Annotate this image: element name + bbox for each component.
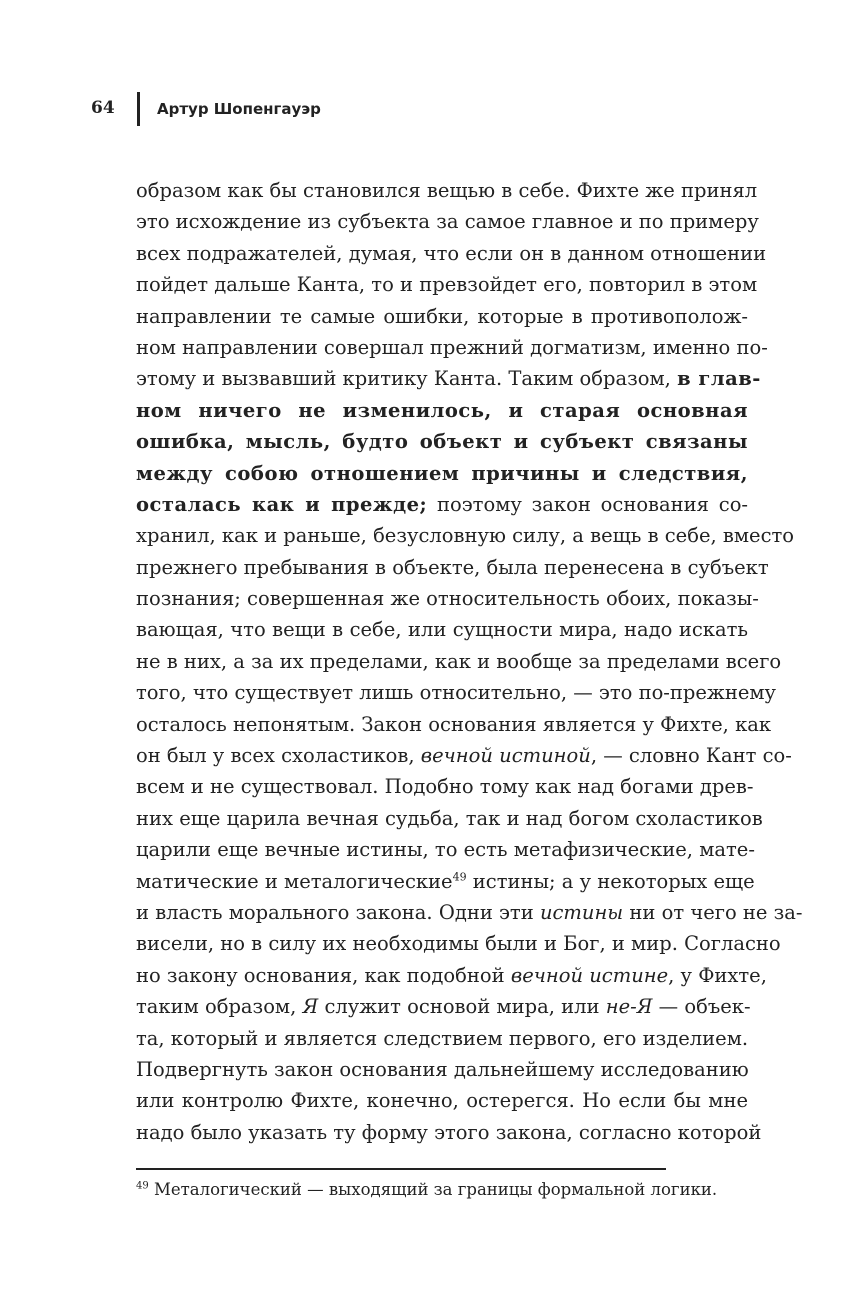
text-line	[136, 897, 803, 928]
text-line	[136, 960, 767, 991]
text-line: познания; совершенная же относительность обоих, показы-	[136, 587, 759, 611]
text-line: всем и не существовал. Подобно тому как над богами древ-	[136, 775, 754, 799]
text-line: направлении те самые ошибки, которые в противополож-	[136, 304, 748, 328]
text-run: служит основой мира, или	[324, 995, 600, 1019]
footnote-divider	[136, 1168, 666, 1170]
text-run: — объек-	[658, 995, 751, 1019]
text-run: таким образом,	[136, 995, 297, 1019]
text-line: всех подражателей, думая, что если он в данном отношении	[136, 241, 767, 265]
text-run: этому и вызвавший критику Канта. Таким образом,	[136, 367, 671, 391]
text-line: хранил, как и раньше, безусловную силу, а вещь в себе, вместо	[136, 524, 795, 548]
text-line-bold: между собою отношением причины и следствия,	[136, 461, 748, 485]
emphasis-italic: Я	[302, 995, 319, 1019]
text-line: или контролю Фихте, конечно, остерегся. Но если бы мне	[136, 1089, 748, 1113]
text-run: матические и металогические	[136, 869, 453, 893]
text-line: пойдет дальше Канта, то и превзойдет его, повторил в этом	[136, 273, 758, 297]
footnote-ref: 49	[452, 870, 467, 884]
emphasis-bold: осталась как и прежде;	[136, 492, 428, 516]
text-line: надо было указать ту форму этого закона, согласно которой	[136, 1120, 762, 1144]
body-text	[136, 175, 803, 1148]
text-line: вающая, что вещи в себе, или сущности мира, надо искать	[136, 618, 748, 642]
footnote	[136, 1180, 756, 1199]
text-line-bold: ошибка, мысль, будто объект и субъект связаны	[136, 430, 748, 454]
text-line	[136, 740, 792, 771]
text-run: истины; а у некоторых еще	[466, 869, 755, 893]
header-divider	[137, 92, 140, 126]
text-run: он был у всех схоластиков,	[136, 744, 415, 768]
text-line: та, который и является следствием первого, его изделием.	[136, 1026, 749, 1050]
text-line: это исхождение из субъекта за самое главное и по примеру	[136, 210, 759, 234]
text-line: Подвергнуть закон основания дальнейшему исследованию	[136, 1057, 749, 1081]
text-line-bold: ном ничего не изменилось, и старая основная	[136, 398, 748, 422]
emphasis-bold: в глав-	[677, 367, 761, 391]
text-line: не в них, а за их пределами, как и вообще за пределами всего	[136, 649, 782, 673]
text-run: но закону основания, как подобной	[136, 963, 505, 987]
text-line: них еще царила вечная судьба, так и над богом схоластиков	[136, 806, 763, 830]
text-line: прежнего пребывания в объекте, была перенесена в субъект	[136, 555, 769, 579]
text-line: образом как бы становился вещью в себе. Фихте же принял	[136, 179, 758, 202]
text-line	[136, 866, 755, 897]
text-line: ном направлении совершал прежний догматизм, именно по-	[136, 335, 768, 359]
text-line	[136, 363, 761, 394]
footnote-text: Металогический — выходящий за границы формальной логики.	[148, 1180, 718, 1199]
emphasis-italic: не-Я	[605, 995, 653, 1019]
emphasis-italic: вечной истине	[510, 963, 669, 987]
text-run: поэтому закон основания со-	[437, 492, 749, 516]
text-line	[136, 991, 751, 1022]
footnote-marker: 49	[136, 1180, 149, 1192]
emphasis-italic: истины	[539, 900, 624, 924]
emphasis-italic: вечной истиной	[420, 744, 591, 768]
text-line	[136, 489, 748, 520]
text-line: царили еще вечные истины, то есть метафизические, мате-	[136, 838, 755, 862]
running-title: Артур Шопенгауэр	[157, 100, 321, 118]
text-line: осталось непонятым. Закон основания является у Фихте, как	[136, 712, 772, 736]
text-run: , у Фихте,	[668, 963, 767, 987]
page-number: 64	[91, 98, 115, 118]
text-line: того, что существует лишь относительно, — это по-прежнему	[136, 681, 777, 705]
text-run: , — словно Кант со-	[590, 744, 792, 768]
text-run: и власть морального закона. Одни эти	[136, 900, 534, 924]
text-run: ни от чего не за-	[629, 900, 803, 924]
text-line: висели, но в силу их необходимы были и Бог, и мир. Согласно	[136, 932, 781, 956]
